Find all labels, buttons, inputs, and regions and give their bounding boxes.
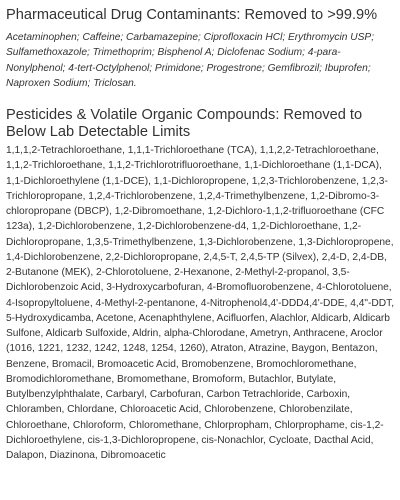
pharma-contaminant-list: Acetaminophen; Caffeine; Carbamazepine; Ciprofloxacin HCl; Erythromycin USP; Sulfamethoxazole; Trimethoprim; Bisphenol A; Diclofenac Sodium; 4-para-Nonylphenol; 4-tert-Octylphenol; Primidone; Progestrone; Gemfibrozil; Ibuprofen; Naproxen Sodium; Triclosan. — [6, 32, 375, 89]
pesticides-contaminant-list: 1,1,1,2-Tetrachloroethane, 1,1,1-Trichloroethane (TCA), 1,1,2,2-Tetrachloroethane, 1,1,2-Trichloroethane, 1,1,2-Trichlorotrifluoroethane, 1,1-Dichloroethane (1,1-DCA), 1,1-Dichloroethylene (1,1-DCE), 1,1-Dichloropropene, 1,2,3-Trichlorobenzene, 1,2,3-Trichloropropane, 1,2,4-Trichlorobenzene, 1,2,4-Trimethylbenzene, 1,2-Dibromo-3-chloropropane (DBCP), 1,2-Dibromoethane, 1,2-Dichloro-1,1,2-trifluoroethane (CFC 123a), 1,2-Dichlorobenzene, 1,2-Dichlorobenzene-d4, 1,2-Dichloroethane, 1,2-Dichloropropane, 1,3,5-Trimethylbenzene, 1,3-Dichlorobenzene, 1,3-Dichloropropene, 1,4-Dichlorobenzene, 2,2-Dichloropropane, 2,4,5-T, 2,4,5-TP (Silvex), 2,4-D, 2,4-DB, 2-Butanone (MEK), 2-Chlorotoluene, 2-Hexanone, 2-Methyl-2-propanol, 3,5-Dichlorobenzoic Acid, 3-Hydroxycarbofuran, 4-Bromofluorobenzene, 4-Chlorotoluene, 4-Isopropyltoluene, 4-Methyl-2-pentanone, 4-Nitrophenol4,4'-DDD4,4'-DDE, 4,4"-DDT, 5-Hydroxydicamba, Acetone, Acenaphthylene, Acifluorfen, Alachlor, Aldicarb, Aldicarb Sulfone, Aldicarb Sulfoxide, Aldrin, alpha-Chlorodane, Ametryn, Anthracene, Aroclor (1016, 1221, 1232, 1242, 1248, 1254, 1260), Atraton, Atrazine, Baygon, Bentazon, Benzene, Bromacil, Bromoacetic Acid, Bromobenzene, Bromochloromethane, Bromodichloromethane, Bromomethane, Bromoform, Butachlor, Butylate, Butylbenzylphthalate, Carbaryl, Carbofuran, Carbon Tetrachloride, Carboxin, Chloramben, Chlordane, Chloroacetic Acid, Chlorobenzene, Chlorobenzilate, Chloroethane, Chloroform, Chloromethane, Chlorpropham, Chlorprophame, cis-1,2-Dichloroethylene, cis-1,3-Dichloropropene, cis-Nonachlor, Cycloate, Dacthal Acid, Dalapon, Diazinona, Dibromoacetic — [6, 145, 395, 461]
pharma-section-title: Pharmaceutical Drug Contaminants: Removed to >99.9% — [6, 7, 378, 23]
pesticides-section-title: Pesticides & Volatile Organic Compounds: Removed to Below Lab Detectable Limits — [6, 107, 363, 140]
